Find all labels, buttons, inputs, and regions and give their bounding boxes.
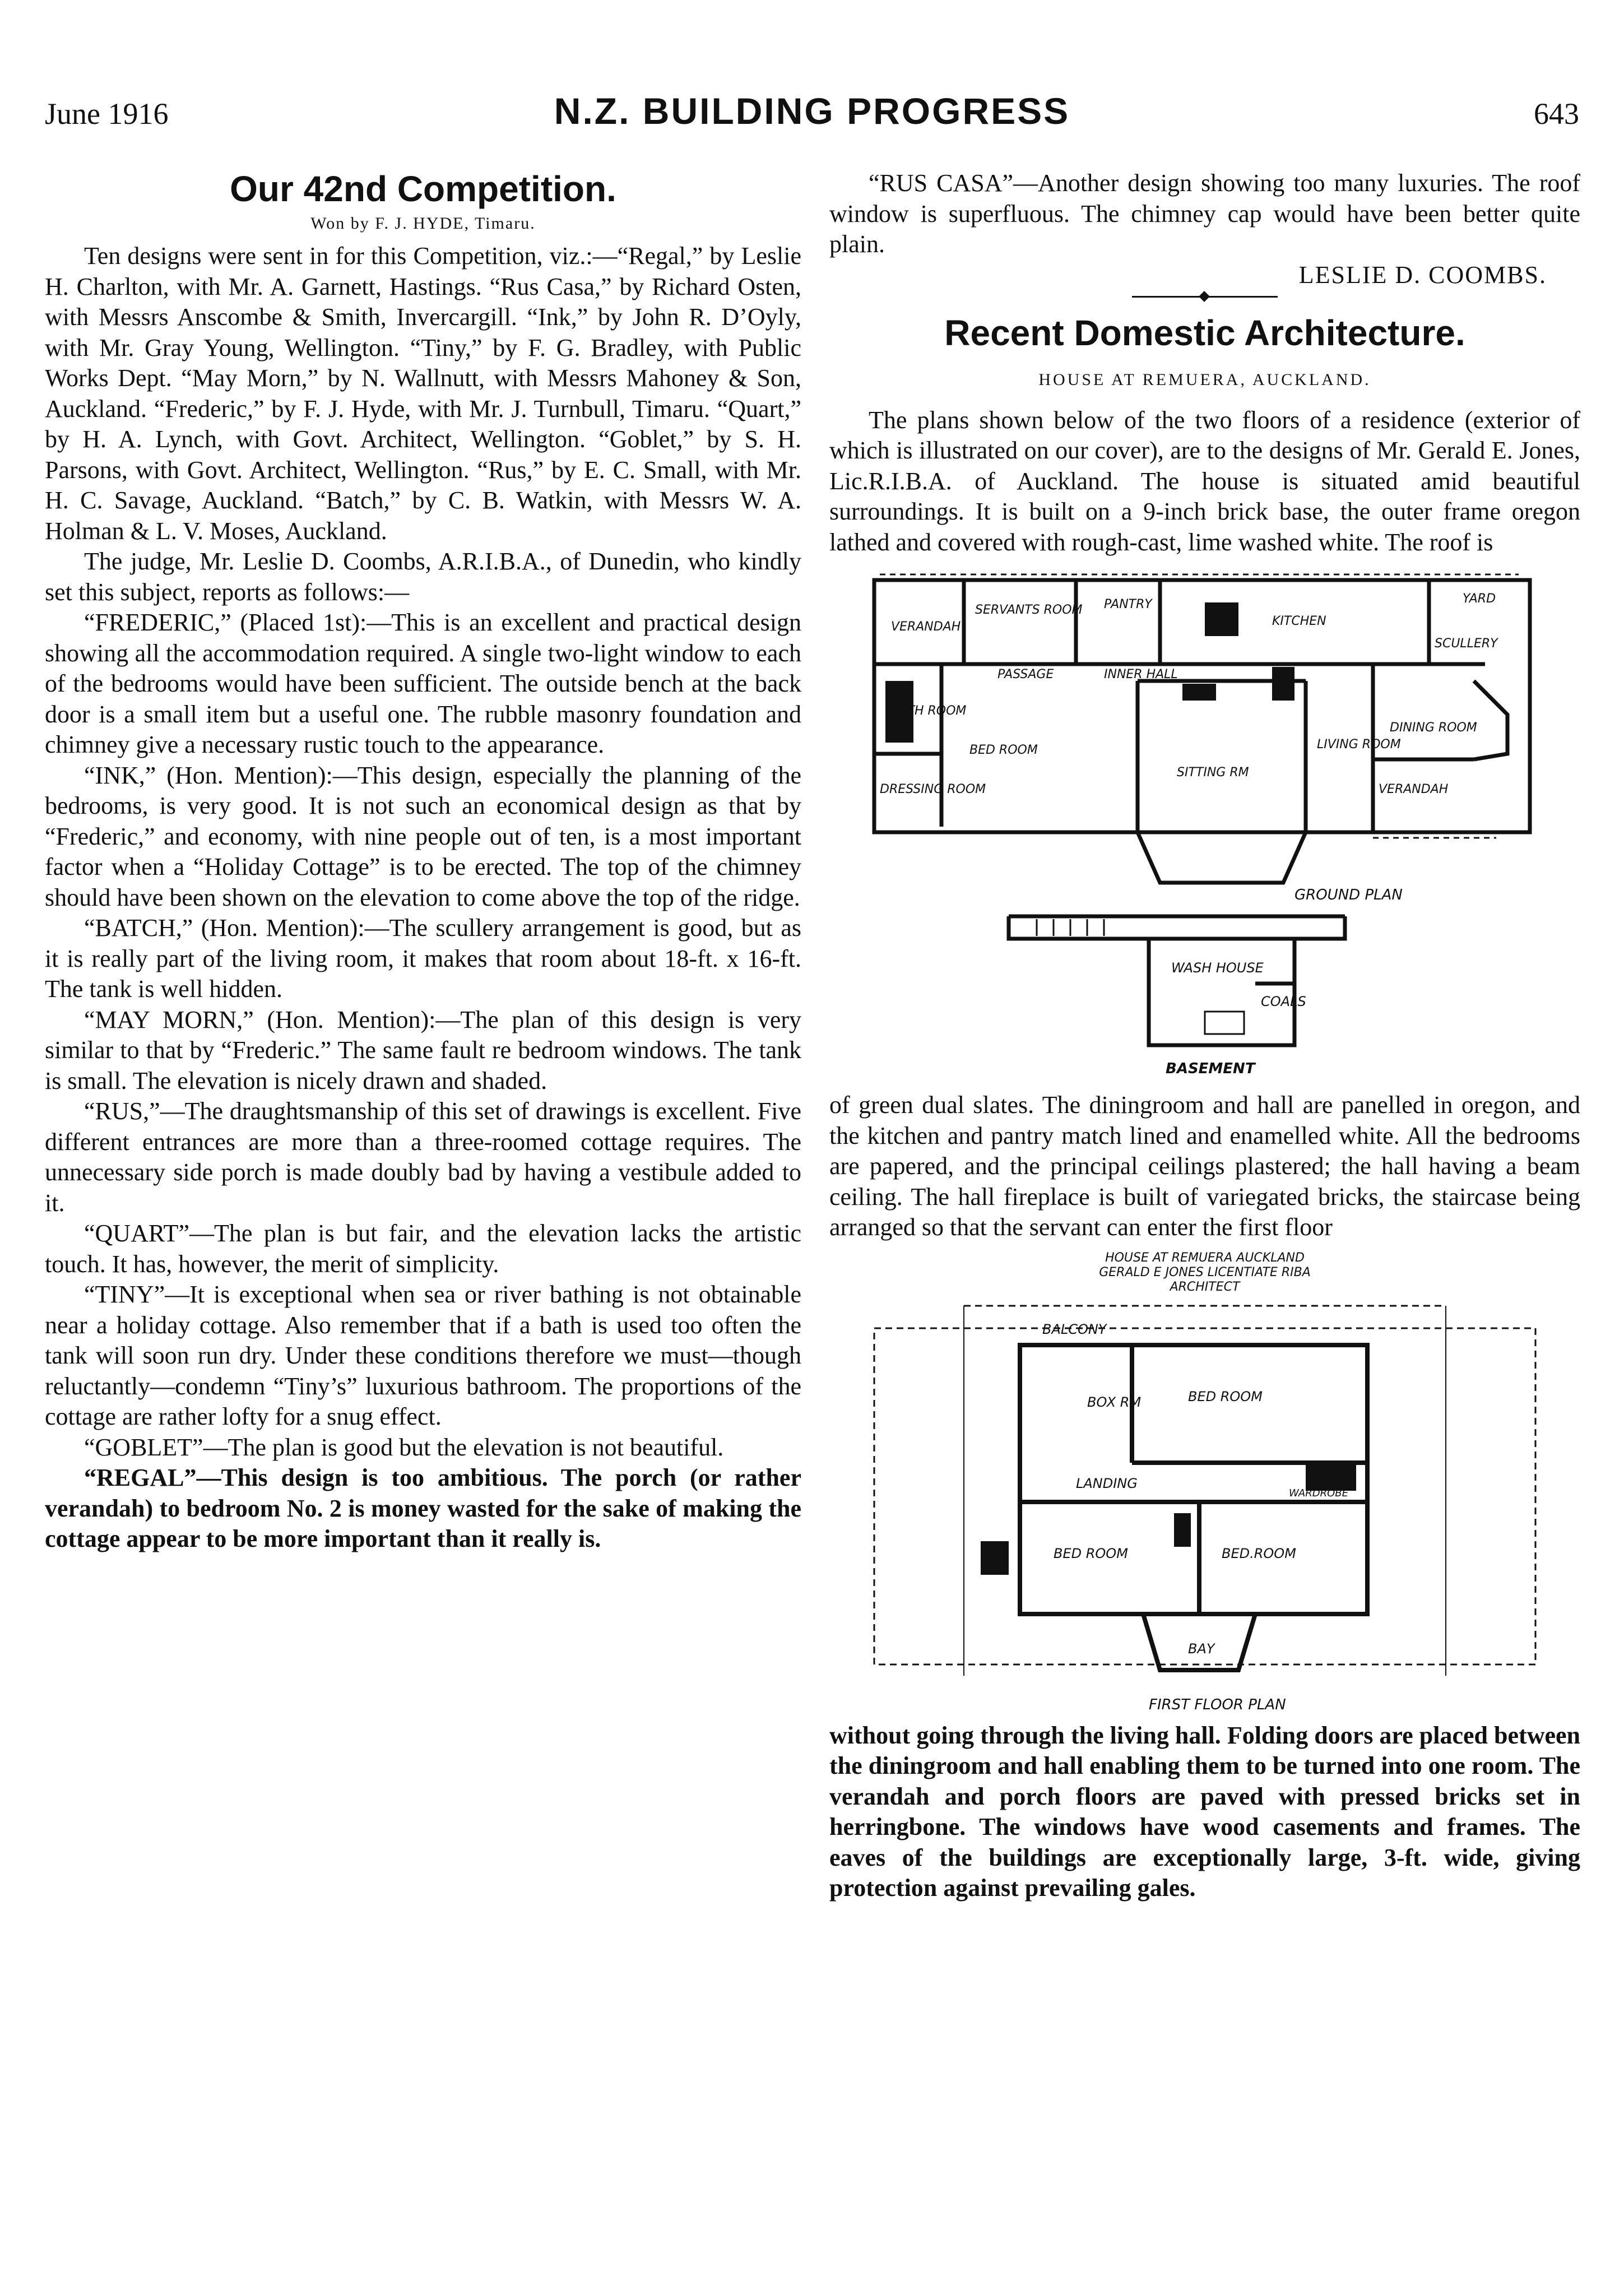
competition-heading: Our 42nd Competition. [230,169,616,209]
gp-dining-room: DINING ROOM [1390,721,1477,735]
ff-bed-room-top: BED ROOM [1188,1388,1263,1404]
first-floor-caption: FIRST FLOOR PLAN [1149,1696,1286,1713]
gp-passage: PASSAGE [997,667,1054,681]
ff-wardrobe: WARDROBE [1289,1487,1348,1499]
ground-floor-plan [869,569,1541,1090]
issue-date: June 1916 [45,97,169,131]
competition-byline: Won by F. J. HYDE, Timaru. [310,214,536,233]
entries-paragraph: Ten designs were sent in for this Competition, viz.:—“Regal,” by Leslie H. Charlton, with Mr. A. Garnett, Hastings. “Rus Casa,” by Richard Osten, with Messrs Anscombe & Smith, Invercargill. “Ink,” by John R. D’Oyly, with Mr. Gray Young, Wellington. “Tiny,” by F. G. Bradley, with Public Works Dept. “May Morn,” by N. Wallnutt, with Messrs Mahoney & Son, Auckland. “Frederic,” by F. J. Hyde, with Mr. J. Turnbull, Timaru. “Quart,” by H. A. Lynch, with Govt. Architect, Wellington. “Goblet,” by S. H. Parsons, with Govt. Architect, Wellington. “Rus,” by E. C. Small, with Mr. H. C. Savage, Auckland. “Batch,” by C. B. Watkin, with Messrs W. A. Holman & L. V. Moses, Auckland. [45,242,801,545]
gp-verandah: VERANDAH [1379,782,1449,796]
bs-coals: COALS [1261,994,1306,1009]
may-morn-paragraph: “MAY MORN,” (Hon. Mention):—The plan of this design is very similar to that by “Frederic.” The same fault re bedroom windows. The tank is small. The elevation is nicely drawn and shaded. [45,1005,801,1095]
gp-yard: YARD [1463,592,1496,606]
goblet-paragraph: “GOBLET”—The plan is good but the elevation is not beautiful. [84,1433,724,1461]
quart-paragraph: “QUART”—The plan is but fair, and the elevation lacks the artistic touch. It has, however, the merit of simplicity. [45,1219,801,1278]
gp-bath-room: BATH ROOM [891,704,967,718]
gp-dressing-room: DRESSING ROOM [880,782,986,796]
ground-plan-drawing [869,569,1541,905]
gp-inner-hall: INNER HALL [1104,667,1178,681]
ff-bed-room-left: BED ROOM [1054,1545,1128,1561]
batch-paragraph: “BATCH,” (Hon. Mention):—The scullery arrangement is good, but as it is really part of the living room, it makes that room about 18-ft. x 16-ft. The tank is well hidden. [45,914,801,1003]
architecture-heading: Recent Domestic Architecture. [944,312,1465,353]
first-floor-drawing [852,1295,1558,1721]
ink-paragraph: “INK,” (Hon. Mention):—This design, especially the planning of the bedrooms, is very good. It is not such an economical design as that by “Frederic,” and economy, with nine people out of ten, is a most important factor when a “Holiday Cottage” is to be erected. The top of the chimney should have been shown on the elevation to come above the top of the ridge. [45,761,801,911]
rus-paragraph: “RUS,”—The draughtsmanship of this set of drawings is excellent. Five different entrances are more than a three-roomed cottage requires. The unnecessary side porch is made doubly bad by having a vestibule added to it. [45,1097,801,1217]
gp-sitting-rm: SITTING RM [1177,766,1249,780]
frederic-paragraph: “FREDERIC,” (Placed 1st):—This is an excellent and practical design showing all the accommodation required. A single two-light window to each of the bedrooms would have been sufficient. The outside bench at the back door is a small item but a useful one. The rubble masonry foundation and chimney give a necessary rustic touch to the appearance. [45,609,801,758]
page-header [45,90,1579,140]
gp-verandah-top: VERANDAH [891,620,961,634]
architecture-paragraph-1: The plans shown below of the two floors of a residence (exterior of which is illustrated on our cover), are to the designs of Mr. Gerald E. Jones, Lic.R.I.B.A. of Auckland. The house is situated amid beautiful surroundings. It is built on a 9-inch brick base, the outer frame oregon lathed and covered with rough-cast, lime washed white. The roof is [829,406,1580,556]
divider-ornament [1199,291,1210,302]
gp-living-room: LIVING ROOM [1317,738,1401,752]
gp-scullery: SCULLERY [1435,637,1498,651]
ff-box-rm: BOX RM [1087,1394,1142,1410]
page-number: 643 [1534,97,1579,131]
gp-pantry: PANTRY [1104,597,1152,611]
tiny-paragraph: “TINY”—It is exceptional when sea or river bathing is not obtainable near a holiday cottage. Also remember that if a bath is used too often the tank will soon run dry. Under these conditions therefore we must—though reluctantly—condemn “Tiny’s” luxurious bathroom. The proportions of the cottage are rather lofty for a snug effect. [45,1281,801,1430]
gp-kitchen: KITCHEN [1272,614,1326,628]
judge-paragraph: The judge, Mr. Leslie D. Coombs, A.R.I.B.A., of Dunedin, who kindly set this subject, reports as follows:— [45,548,801,606]
rus-casa-paragraph: “RUS CASA”—Another design showing too many luxuries. The roof window is superfluous. The chimney cap would have been better quite plain. [829,169,1580,258]
left-column [45,168,801,1555]
gp-servants-room: SERVANTS ROOM [975,603,1083,617]
ff-bed-room-right: BED.ROOM [1222,1545,1296,1561]
architecture-subheading: HOUSE AT REMUERA, AUCKLAND. [1038,370,1371,389]
ff-balcony: BALCONY [1042,1321,1107,1337]
ff-landing: LANDING [1076,1475,1138,1491]
ff-bay: BAY [1188,1640,1215,1657]
judge-signature: LESLIE D. COOMBS. [1298,261,1547,289]
bs-wash-house: WASH HOUSE [1171,960,1264,976]
architecture-paragraph-3: without going through the living hall. Folding doors are placed between the diningroom and hall enabling them to be turned into one room. The verandah and porch floors are paved with pressed bricks set in herringbone. The windows have wood casements and frames. The eaves of the buildings are exceptionally large, 3-ft. wide, giving protection against prevailing gales. [829,1721,1580,1902]
basement-plan-drawing [869,905,1541,1090]
plan-note-title: HOUSE AT REMUERA AUCKLAND [1105,1250,1305,1265]
regal-paragraph: “REGAL”—This design is too ambitious. The porch (or rather verandah) to bedroom No. 2 is money wasted for the sake of making the cottage appear to be more important than it really is. [45,1464,801,1552]
first-floor-plan [852,1251,1558,1721]
right-column [829,168,1580,1904]
journal-title: N.Z. BUILDING PROGRESS [554,90,1070,132]
architecture-paragraph-2: of green dual slates. The diningroom and hall are panelled in oregon, and the kitchen and pantry match lined and enamelled white. All the bedrooms are papered, and the principal ceilings plastered; the hall having a beam ceiling. The hall fireplace is built of variegated bricks, the staircase being arranged so that the servant can enter the first floor [829,1091,1580,1241]
basement-caption: BASEMENT [1166,1060,1255,1077]
plan-note-architect: GERALD E JONES LICENTIATE RIBA [1099,1265,1311,1279]
section-divider [1132,296,1278,298]
gp-bed-room: BED ROOM [969,743,1038,757]
ground-plan-caption: GROUND PLAN [1294,887,1403,903]
plan-note-role: ARCHITECT [1170,1279,1240,1294]
